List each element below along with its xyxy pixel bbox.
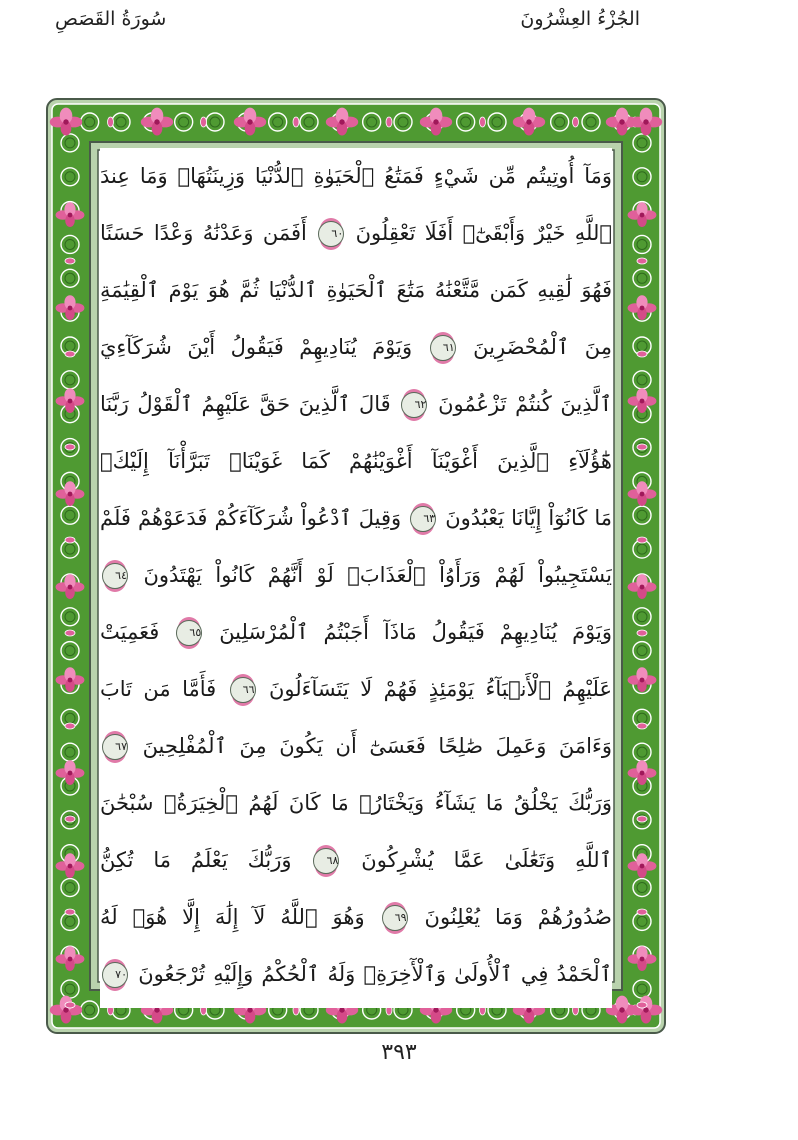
text-line bbox=[100, 832, 612, 888]
flower-center bbox=[154, 119, 159, 124]
flower-center bbox=[247, 119, 252, 124]
verse-text: وَمَآ أُوتِيتُم مِّن شَيْءٍ فَمَتَٰعُ ٱلْحَيَوٰةِ ٱلدُّنْيَا وَزِينَتُهَاۚ وَمَا عِندَ bbox=[100, 164, 612, 188]
text-line bbox=[100, 604, 612, 660]
flower-center bbox=[68, 213, 73, 218]
verse-text: وَرَبُّكَ يَعْلَمُ مَا تُكِنُّ bbox=[100, 848, 312, 872]
verse-text: ٱللَّهِ وَتَعَٰلَىٰ عَمَّا يُشْرِكُونَ bbox=[341, 848, 612, 872]
verse-text: فَهُوَ لَٰقِيهِ كَمَن مَّتَّعْنَٰهُ مَتَٰعَ ٱلْحَيَوٰةِ ٱلدُّنْيَا ثُمَّ هُوَ يَوْمَ ٱلْقِيَٰمَةِ bbox=[100, 278, 612, 302]
flower-center bbox=[640, 957, 645, 962]
ayah-number-marker: ٦٩ bbox=[382, 905, 408, 931]
verse-text: فَأَمَّا مَن تَابَ bbox=[100, 677, 228, 701]
ayah-number-marker: ٦٦ bbox=[230, 677, 256, 703]
flower-center bbox=[68, 678, 73, 683]
flower-bud bbox=[480, 117, 486, 127]
text-line bbox=[100, 376, 612, 432]
flower-center bbox=[339, 1007, 344, 1012]
verse-text: صُدُورُهُمْ وَمَا يُعْلِنُونَ bbox=[409, 905, 612, 929]
verse-text: عَلَيْهِمُ ٱلْأَنۢبَآءُ يَوْمَئِذٍ فَهُمْ لَا يَتَسَآءَلُونَ bbox=[257, 677, 612, 701]
flower-bud bbox=[65, 537, 75, 543]
verse-text: وَهُوَ ٱللَّهُ لَآ إِلَٰهَ إِلَّا هُوَۖ لَهُ bbox=[100, 905, 380, 929]
flower-bud bbox=[637, 258, 647, 264]
verse-text: وَقِيلَ ٱدْعُواْ شُرَكَآءَكُمْ فَدَعَوْهُمْ فَلَمْ bbox=[100, 506, 409, 530]
verse-text: ٱلَّذِينَ كُنتُمْ تَزْعُمُونَ bbox=[429, 392, 612, 416]
flower-center bbox=[68, 492, 73, 497]
flower-bud bbox=[65, 630, 75, 636]
flower-bud bbox=[637, 630, 647, 636]
ayah-number-marker: ٦١ bbox=[430, 335, 456, 361]
flower-center bbox=[640, 771, 645, 776]
flower-bud bbox=[637, 537, 647, 543]
flower-center bbox=[640, 585, 645, 590]
flower-bud bbox=[65, 351, 75, 357]
flower-bud bbox=[65, 258, 75, 264]
verse-text: هَٰٓؤُلَآءِ ٱلَّذِينَ أَغْوَيْنَآ أَغْوَيْنَٰهُمْ كَمَا غَوَيْنَاۖ تَبَرَّأْنَآ إِلَيْكَۖ bbox=[100, 449, 612, 473]
flower-center bbox=[68, 399, 73, 404]
flower-bud bbox=[293, 117, 299, 127]
flower-bud bbox=[637, 723, 647, 729]
flower-bud bbox=[65, 816, 75, 822]
flower-bud bbox=[637, 444, 647, 450]
flower-bud bbox=[108, 117, 114, 127]
ayah-number-marker: ٦٢ bbox=[401, 392, 427, 418]
flower-center bbox=[247, 1007, 252, 1012]
flower-center bbox=[640, 678, 645, 683]
flower-center bbox=[68, 585, 73, 590]
flower-center bbox=[640, 864, 645, 869]
verse-text: وَيَوْمَ يُنَادِيهِمْ فَيَقُولُ مَاذَآ أَجَبْتُمُ ٱلْمُرْسَلِينَ bbox=[204, 620, 612, 644]
flower-bud bbox=[637, 351, 647, 357]
text-line bbox=[100, 433, 612, 489]
text-line bbox=[100, 946, 612, 1002]
flower-center bbox=[68, 771, 73, 776]
verse-text: وَيَوْمَ يُنَادِيهِمْ فَيَقُولُ أَيْنَ شُرَكَآءِيَ bbox=[100, 335, 428, 359]
ayah-number-marker: ٦٥ bbox=[176, 620, 202, 646]
flower-center bbox=[526, 1007, 531, 1012]
text-line bbox=[100, 547, 612, 603]
flower-center bbox=[619, 1007, 624, 1012]
verse-text: ٱللَّهِ خَيْرٌ وَأَبْقَىٰٓۚ أَفَلَا تَعْقِلُونَ bbox=[346, 221, 612, 245]
quran-text-area bbox=[100, 148, 612, 1008]
ayah-number-marker: ٦٤ bbox=[102, 563, 128, 589]
flower-bud bbox=[637, 1002, 647, 1008]
text-line bbox=[100, 262, 612, 318]
surah-title: سُورَةُ القَصَصِ bbox=[55, 8, 167, 30]
verse-text: أَفَمَن وَعَدْنَٰهُ وَعْدًا حَسَنًا bbox=[100, 221, 317, 245]
ayah-number-marker: ٦٨ bbox=[313, 848, 339, 874]
flower-center bbox=[68, 864, 73, 869]
text-line bbox=[100, 148, 612, 204]
flower-center bbox=[433, 119, 438, 124]
flower-center bbox=[640, 306, 645, 311]
flower-bud bbox=[65, 723, 75, 729]
flower-center bbox=[640, 492, 645, 497]
ayah-number-marker: ٦٣ bbox=[410, 506, 436, 532]
flower-bud bbox=[65, 444, 75, 450]
flower-bud bbox=[573, 117, 579, 127]
verse-text: وَءَامَنَ وَعَمِلَ صَٰلِحًا فَعَسَىٰٓ أَن يَكُونَ مِنَ ٱلْمُفْلِحِينَ bbox=[130, 734, 612, 758]
flower-bud bbox=[386, 117, 392, 127]
flower-center bbox=[68, 957, 73, 962]
verse-text: يَسْتَجِيبُواْ لَهُمْ وَرَأَوُاْ ٱلْعَذَابَۚ لَوْ أَنَّهُمْ كَانُواْ يَهْتَدُونَ bbox=[130, 563, 612, 587]
verse-text: قَالَ ٱلَّذِينَ حَقَّ عَلَيْهِمُ ٱلْقَوْلُ رَبَّنَا bbox=[100, 392, 400, 416]
text-line bbox=[100, 889, 612, 945]
verse-text: ٱلْحَمْدُ فِي ٱلْأُولَىٰ وَٱلْأٓخِرَةِۖ وَلَهُ ٱلْحُكْمُ وَإِلَيْهِ تُرْجَعُونَ bbox=[130, 962, 612, 986]
flower-center bbox=[63, 119, 68, 124]
verse-text: وَرَبُّكَ يَخْلُقُ مَا يَشَآءُ وَيَخْتَارُۗ مَا كَانَ لَهُمُ ٱلْخِيَرَةُۚ سُبْحَٰنَ bbox=[100, 791, 612, 815]
flower-center bbox=[154, 1007, 159, 1012]
flower-bud bbox=[65, 909, 75, 915]
text-line bbox=[100, 319, 612, 375]
page-number: ٣٩٣ bbox=[381, 1040, 417, 1065]
text-line bbox=[100, 490, 612, 546]
verse-text: مِنَ ٱلْمُحْضَرِينَ bbox=[457, 335, 612, 359]
flower-center bbox=[433, 1007, 438, 1012]
flower-center bbox=[339, 119, 344, 124]
ayah-number-marker: ٧٠ bbox=[102, 962, 128, 988]
flower-bud bbox=[637, 816, 647, 822]
flower-bud bbox=[201, 117, 207, 127]
flower-center bbox=[526, 119, 531, 124]
text-line bbox=[100, 205, 612, 261]
juz-title: الجُزْءُ العِشْرُونَ bbox=[520, 8, 640, 30]
verse-text: مَا كَانُوٓاْ إِيَّانَا يَعْبُدُونَ bbox=[438, 506, 612, 530]
flower-center bbox=[68, 306, 73, 311]
verse-text: فَعَمِيَتْ bbox=[100, 620, 175, 644]
ayah-number-marker: ٦٠ bbox=[318, 221, 344, 247]
flower-center bbox=[640, 399, 645, 404]
text-line bbox=[100, 718, 612, 774]
flower-center bbox=[619, 119, 624, 124]
text-line bbox=[100, 775, 612, 831]
flower-center bbox=[640, 213, 645, 218]
text-line bbox=[100, 661, 612, 717]
flower-bud bbox=[65, 1002, 75, 1008]
flower-center bbox=[643, 119, 648, 124]
flower-bud bbox=[637, 909, 647, 915]
ayah-number-marker: ٦٧ bbox=[102, 734, 128, 760]
